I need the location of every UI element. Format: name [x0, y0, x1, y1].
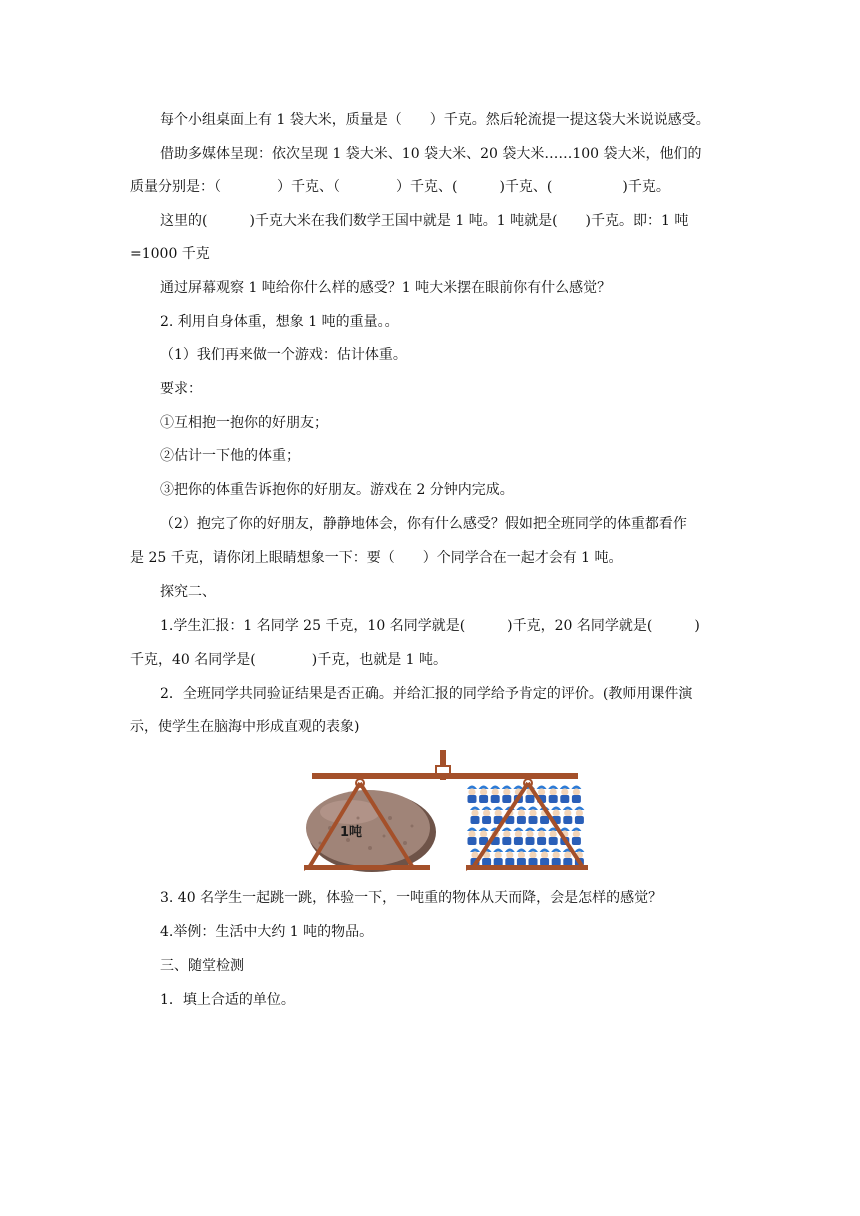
student-figure	[540, 849, 550, 867]
rock-1-ton	[306, 790, 430, 866]
paragraph-examples: 4.举例：生活中大约 1 吨的物品。	[160, 924, 374, 940]
paragraph-rice-bag: 每个小组桌面上有 1 袋大米，质量是（ ）千克。然后轮流提一提这袋大米说说感受。	[160, 112, 710, 128]
student-figure	[513, 828, 523, 846]
student-figure	[528, 807, 538, 825]
heading-explore-two: 探究二、	[160, 584, 216, 600]
student-figure	[490, 786, 500, 804]
student-figure	[551, 849, 561, 867]
paragraph-ton-definition-cont: =1000 千克	[130, 246, 210, 262]
scale-beam	[312, 773, 578, 779]
student-figure	[505, 849, 515, 867]
student-figure	[525, 828, 535, 846]
paragraph-multimedia: 借助多媒体呈现：依次呈现 1 袋大米、10 袋大米、20 袋大米……100 袋大米，他们的	[160, 146, 702, 162]
right-pan	[466, 865, 588, 870]
paragraph-reflect: （2）抱完了你的好朋友，静静地体会，你有什么感受？假如把全班同学的体重都看作	[160, 516, 687, 532]
student-figure	[560, 786, 570, 804]
student-figure	[571, 786, 581, 804]
students-group	[467, 786, 584, 867]
student-figure	[516, 807, 526, 825]
paragraph-jump: 3. 40 名学生一起跳一跳，体验一下，一吨重的物体从天而降，会是怎样的感觉？	[160, 890, 663, 906]
heading-in-class-test: 三、随堂检测	[160, 958, 244, 974]
student-figure	[467, 786, 477, 804]
student-figure	[493, 849, 503, 867]
paragraph-ton-definition: 这里的( )千克大米在我们数学王国中就是 1 吨。1 吨就是( )千克。即：1 吨	[160, 213, 689, 229]
student-figure	[516, 849, 526, 867]
student-figure	[470, 807, 480, 825]
student-figure	[548, 786, 558, 804]
paragraph-fill-units: 1．填上合适的单位。	[160, 992, 295, 1008]
list-item-hug: ①互相抱一抱你的好朋友；	[160, 415, 328, 431]
paragraph-game-intro: （1）我们再来做一个游戏：估计体重。	[160, 347, 407, 363]
rock-label: 1吨	[340, 825, 363, 840]
balance-scale-figure	[300, 748, 590, 878]
list-item-tell: ③把你的体重告诉抱你的好朋友。游戏在 2 分钟内完成。	[160, 482, 514, 498]
student-figure	[528, 849, 538, 867]
student-figure	[563, 807, 573, 825]
heading-body-weight: 2. 利用自身体重，想象 1 吨的重量。。	[160, 314, 399, 330]
list-item-estimate: ②估计一下他的体重；	[160, 448, 300, 464]
paragraph-multimedia-cont: 质量分别是：（ ）千克、（ ）千克、( )千克、( )千克。	[130, 179, 670, 195]
student-figure	[574, 807, 584, 825]
paragraph-screen-observe: 通过屏幕观察 1 吨给你什么样的感受？1 吨大米摆在眼前你有什么感觉？	[160, 280, 612, 296]
paragraph-verify: 2．全班同学共同验证结果是否正确。并给汇报的同学给予肯定的评价。(教师用课件演	[160, 686, 693, 702]
paragraph-verify-cont: 示，使学生在脑海中形成直观的表象)	[130, 719, 360, 735]
student-figure	[502, 828, 512, 846]
scale-pointer	[436, 766, 450, 774]
student-figure	[479, 786, 489, 804]
student-figure	[537, 828, 547, 846]
paragraph-reflect-cont: 是 25 千克，请你闭上眼睛想象一下：要（ ）个同学合在一起才会有 1 吨。	[130, 550, 623, 566]
student-figure	[467, 828, 477, 846]
paragraph-student-report-cont: 千克，40 名同学是( )千克，也就是 1 吨。	[130, 652, 447, 668]
student-figure	[502, 786, 512, 804]
left-pan	[304, 865, 430, 870]
student-figure	[482, 807, 492, 825]
paragraph-student-report: 1.学生汇报：1 名同学 25 千克，10 名同学就是( )千克，20 名同学就是( )	[160, 618, 700, 634]
label-requirements: 要求：	[160, 381, 202, 397]
student-figure	[571, 828, 581, 846]
